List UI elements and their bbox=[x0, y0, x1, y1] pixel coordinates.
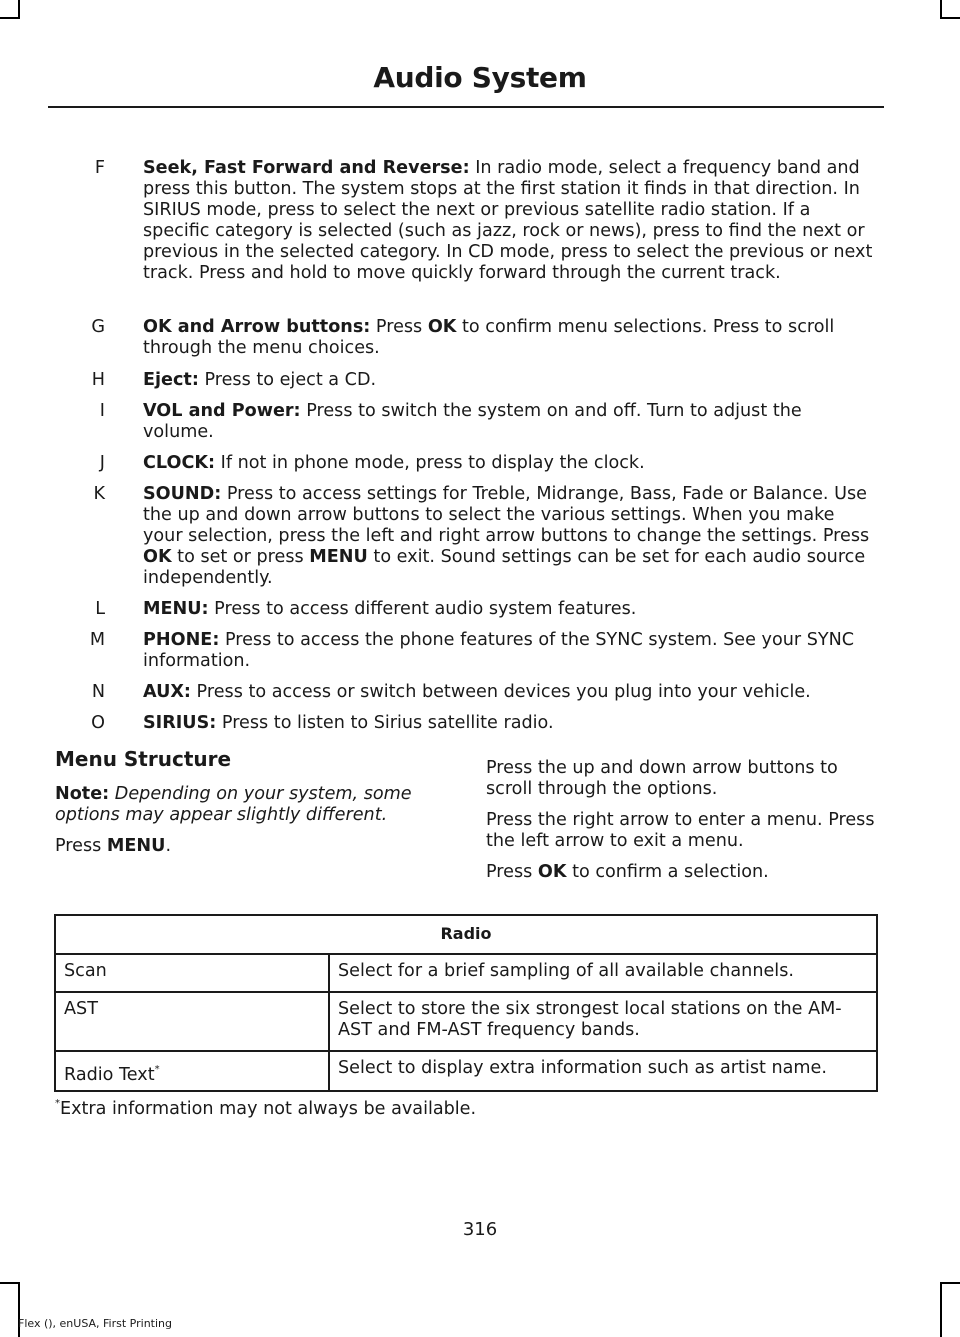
item-text: SIRIUS: Press to listen to Sirius satellite radio. bbox=[143, 713, 554, 733]
item-letter: J bbox=[99, 453, 105, 473]
paragraph: Press the right arrow to enter a menu. Press the left arrow to exit a menu. bbox=[486, 810, 875, 851]
item-term: PHONE: bbox=[143, 630, 220, 650]
item-letter: I bbox=[99, 401, 105, 421]
item-text: VOL and Power: Press to switch the system on and off. Turn to adjust the volume. bbox=[143, 401, 802, 442]
item-letter: N bbox=[91, 682, 105, 702]
table-row bbox=[55, 1051, 877, 1091]
item-term: MENU: bbox=[143, 599, 209, 619]
footnote-mark: * bbox=[55, 1098, 60, 1109]
table-cell-desc: Select for a brief sampling of all available channels. bbox=[329, 954, 877, 992]
menu-structure-left bbox=[55, 746, 435, 857]
crop-mark bbox=[940, 1282, 942, 1337]
paragraph: Press the up and down arrow buttons to scroll through the options. bbox=[486, 758, 838, 799]
item-letter: H bbox=[91, 370, 105, 390]
crop-mark bbox=[940, 17, 960, 19]
item-text: SOUND: Press to access settings for Treble, Midrange, Bass, Fade or Balance. Use the up and down arrow buttons to select the various settings. When you make your selection, press the left and right arrow buttons to change the settings. Press OK to set or press MENU to exit. Sound settings can be set for each audio source independently. bbox=[143, 484, 870, 588]
press-menu-text: Press MENU. bbox=[55, 836, 172, 856]
section-heading: Menu Structure bbox=[55, 747, 232, 771]
item-letter: L bbox=[95, 599, 105, 619]
item-letter: F bbox=[94, 158, 105, 178]
table-cell-name: Radio Text* bbox=[55, 1051, 329, 1091]
table-row bbox=[55, 954, 877, 992]
item-text: PHONE: Press to access the phone features of the SYNC system. See your SYNC information. bbox=[143, 630, 855, 671]
item-term: OK and Arrow buttons: bbox=[143, 317, 371, 337]
item-letter: K bbox=[93, 484, 105, 504]
item-text: OK and Arrow buttons: Press OK to confirm menu selections. Press to scroll through the menu choices. bbox=[143, 317, 835, 358]
menu-structure-right bbox=[486, 758, 878, 883]
item-text: Eject: Press to eject a CD. bbox=[143, 370, 377, 390]
item-text: MENU: Press to access different audio system features. bbox=[143, 599, 637, 619]
item-term: SIRIUS: bbox=[143, 713, 217, 733]
crop-mark bbox=[940, 1282, 960, 1284]
edition-text: Flex (), enUSA, First Printing bbox=[18, 1317, 172, 1330]
page-number: 316 bbox=[462, 1219, 498, 1240]
crop-mark bbox=[0, 1282, 20, 1284]
item-letter: O bbox=[91, 713, 105, 733]
table-cell-name: Scan bbox=[55, 954, 329, 992]
item-term: Seek, Fast Forward and Reverse: bbox=[143, 158, 470, 178]
item-term: SOUND: bbox=[143, 484, 222, 504]
table-cell-desc: Select to display extra information such as artist name. bbox=[329, 1051, 877, 1091]
radio-menu-table bbox=[54, 914, 878, 1092]
table-row bbox=[55, 992, 877, 1051]
crop-mark bbox=[0, 17, 20, 19]
item-text: Seek, Fast Forward and Reverse: In radio mode, select a frequency band and press this button. The system stops at the first station it finds in that direction. In SIRIUS mode, press to select the next or previous satellite radio station. If a specific category is selected (such as jazz, rock or news), press to find the next or previous in the selected category. In CD mode, press to select the previous or next track. Press and hold to move quickly forward through the current track. bbox=[143, 158, 873, 283]
item-text: CLOCK: If not in phone mode, press to display the clock. bbox=[143, 453, 645, 473]
note: Note: Depending on your system, some options may appear slightly different. bbox=[55, 784, 412, 825]
crop-mark bbox=[940, 0, 942, 19]
item-text: AUX: Press to access or switch between devices you plug into your vehicle. bbox=[143, 682, 811, 702]
item-term: Eject: bbox=[143, 370, 199, 390]
item-letter: G bbox=[91, 317, 105, 337]
table-header-row bbox=[55, 915, 877, 954]
paragraph: Press OK to confirm a selection. bbox=[486, 862, 769, 882]
item-term: VOL and Power: bbox=[143, 401, 301, 421]
item-term: AUX: bbox=[143, 682, 191, 702]
page-title: Audio System bbox=[373, 61, 587, 94]
table-title: Radio bbox=[55, 915, 877, 954]
table-cell-desc: Select to store the six strongest local stations on the AM-AST and FM-AST frequency bands. bbox=[329, 992, 877, 1051]
footnote-mark: * bbox=[154, 1064, 160, 1075]
footnote: *Extra information may not always be available. bbox=[55, 1098, 477, 1119]
item-term: CLOCK: bbox=[143, 453, 216, 473]
crop-mark bbox=[18, 0, 20, 19]
item-letter: M bbox=[89, 630, 105, 650]
table-cell-name: AST bbox=[55, 992, 329, 1051]
header-divider bbox=[48, 106, 884, 108]
